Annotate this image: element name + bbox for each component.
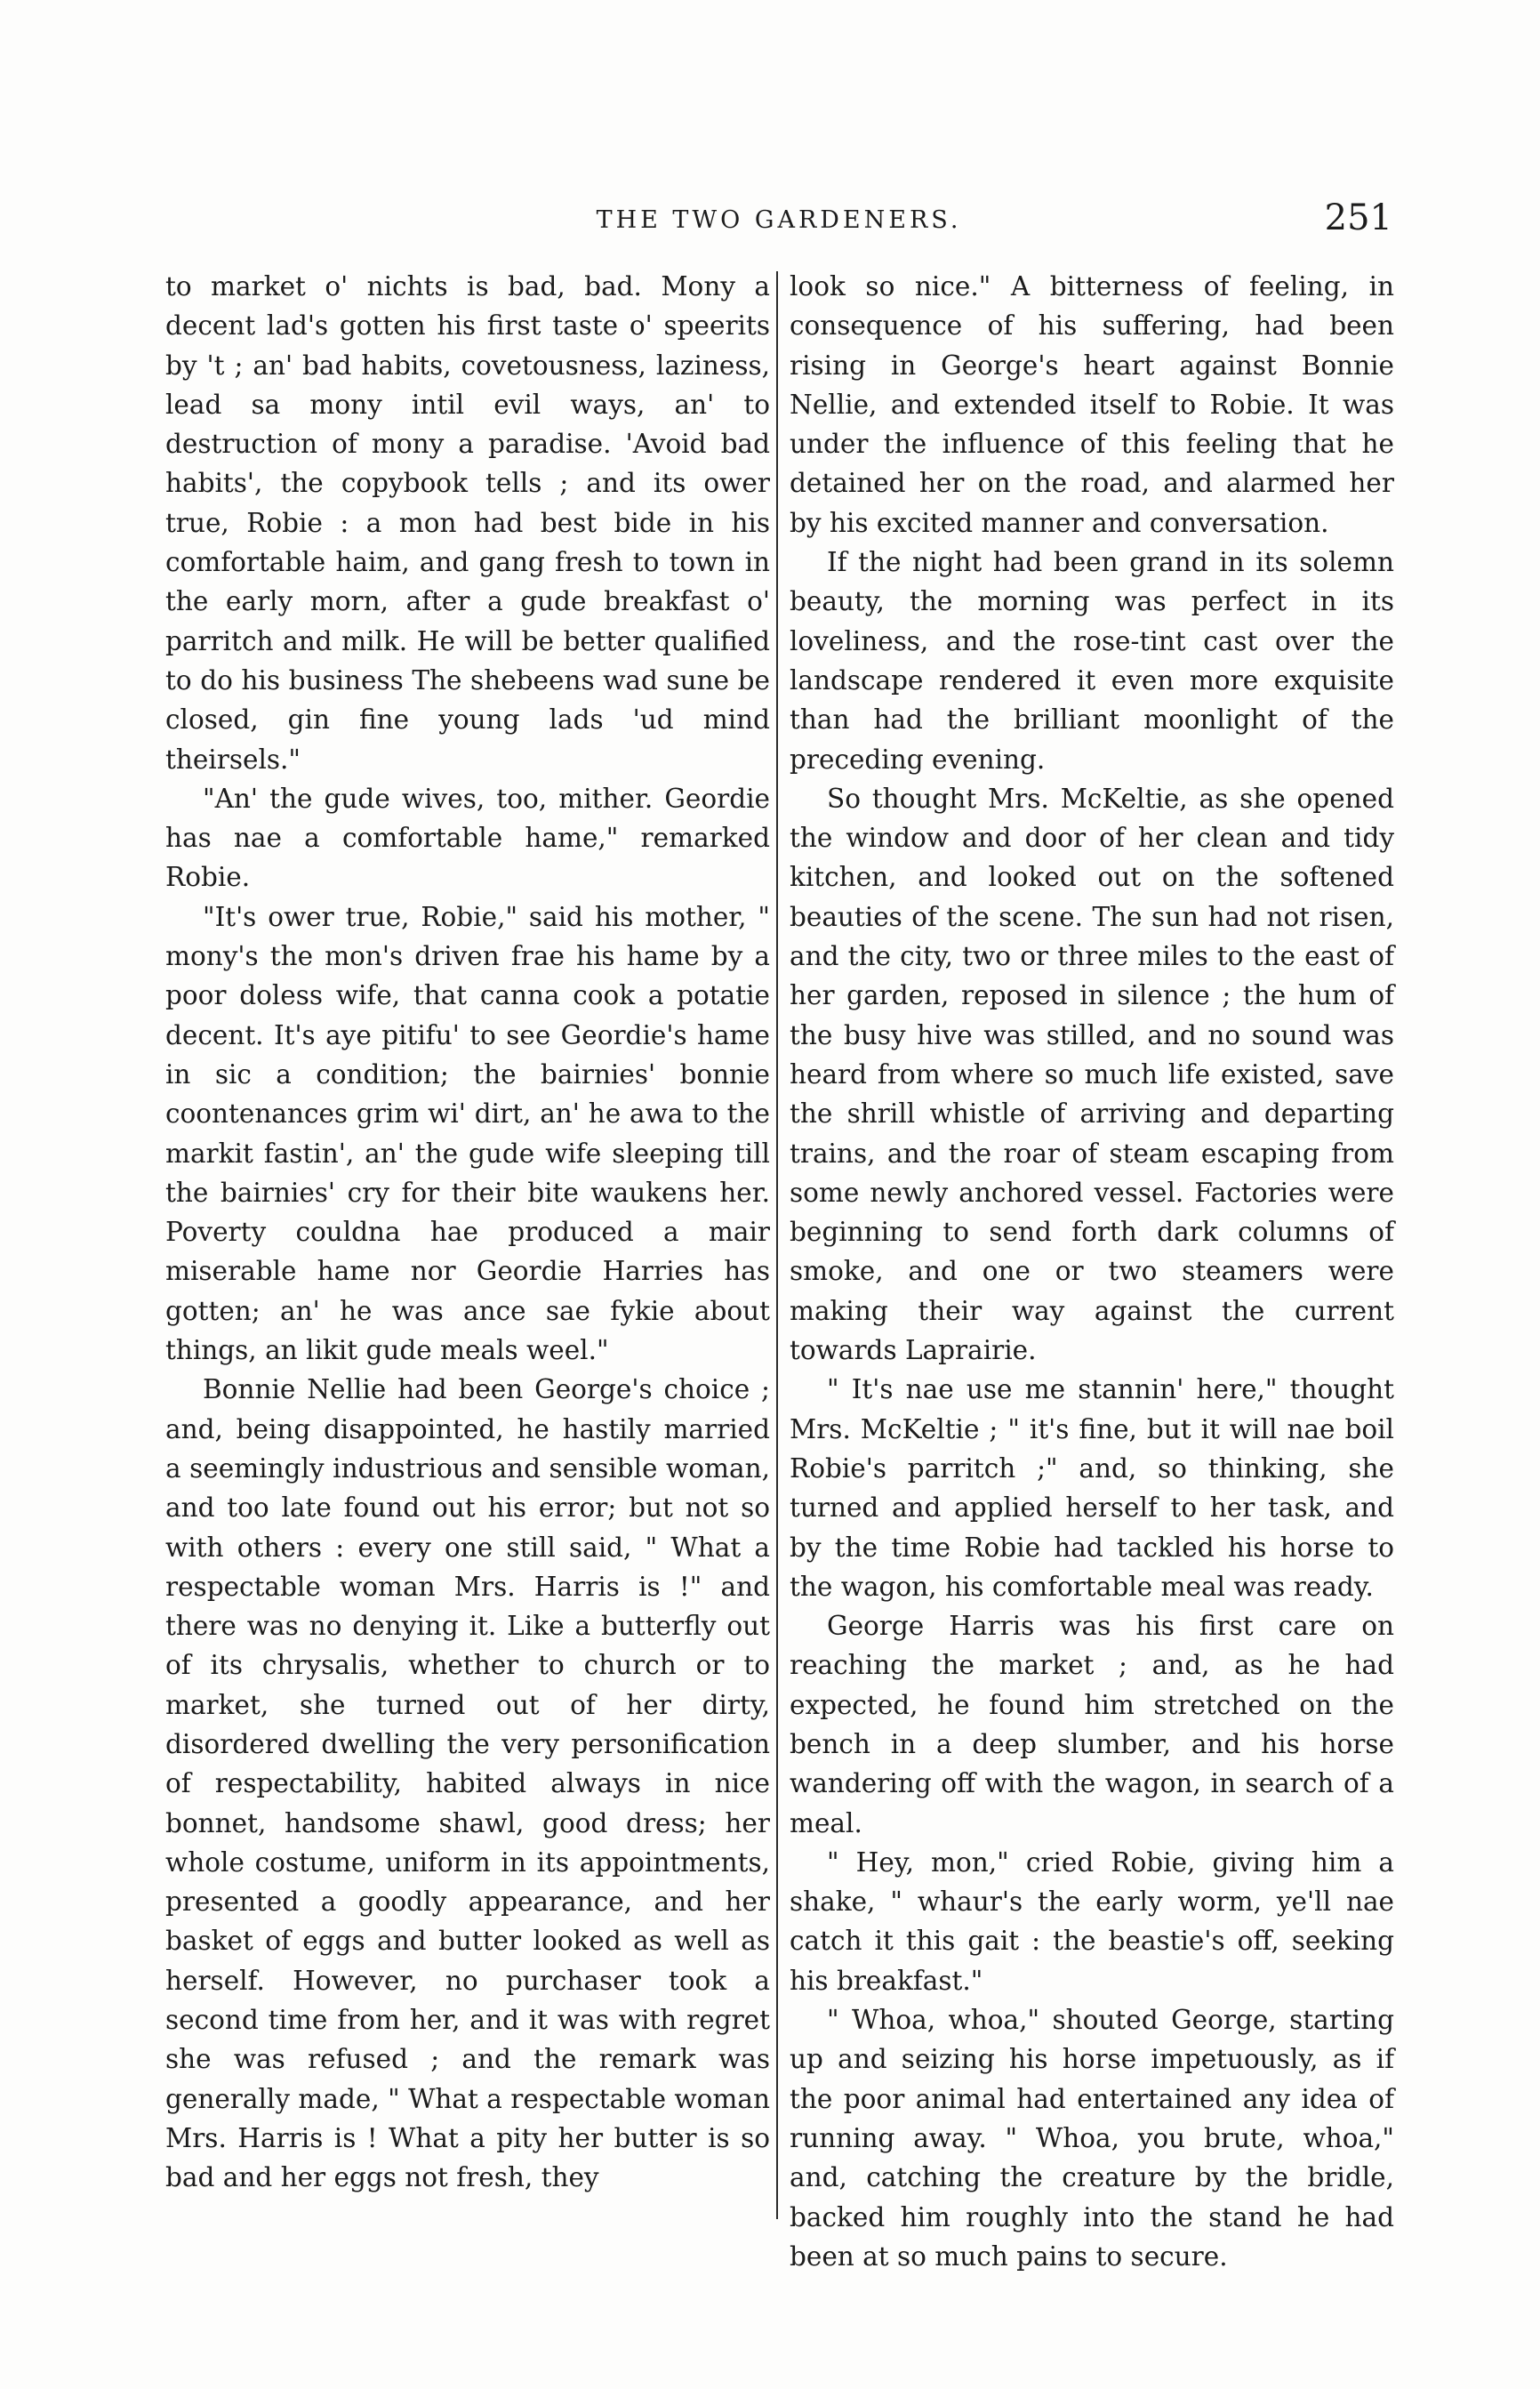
paragraph: look so nice." A bitterness of feeling, in consequence of his suffering, had been rising in George's heart against Bonnie Nellie, and extended itself to Robie. It was under the influence of this feeling that he detained her on the road, and alarmed her by his excited manner and conversation.: [790, 271, 1394, 538]
paragraph: " Hey, mon," cried Robie, giving him a shake, " whaur's the early worm, ye'll nae catch it this gait : the beastie's off, seeking his breakfast.": [790, 1846, 1394, 1996]
column-divider: [776, 271, 778, 2219]
running-title: THE TWO GARDENERS.: [596, 206, 962, 234]
paragraph: " Whoa, whoa," shouted George, starting up and seizing his horse impetuously, as if the poor animal had entertained any idea of running away. " Whoa, you brute, whoa," and, catching the creature by the bridle, backed him roughly into the stand he had been at so much pains to secure.: [790, 2005, 1394, 2272]
paragraph: to market o' nichts is bad, bad. Mony a decent lad's gotten his first taste o' speerits by 't ; an' bad habits, covetousness, laziness, lead sa mony intil evil ways, an' to destruction of mony a paradise. 'Avoid bad habits', the copybook tells ; and its ower true, Robie : a mon had best bide in his comfortable haim, and gang fresh to town in the early morn, after a gude breakfast o' parritch and milk. He will be better qualified to do his business The shebeens wad sune be closed, gin fine young lads 'ud mind theirsels.": [165, 271, 770, 775]
paragraph: So thought Mrs. McKeltie, as she opened the window and door of her clean and tidy kitchen, and looked out on the softened beauties of the scene. The sun had not risen, and the city, two or three miles to the east of her garden, reposed in silence ; the hum of the busy hive was stilled, and no sound was heard from where so much life existed, save the shrill whistle of arriving and departing trains, and the roar of steam escaping from some newly anchored vessel. Factories were beginning to send forth dark columns of smoke, and one or two steamers were making their way against the current towards Laprairie.: [790, 783, 1394, 1366]
paragraph: If the night had been grand in its solemn beauty, the morning was perfect in its loveliness, and the rose-tint cast over the landscape rendered it even more exquisite than had the brilliant moonlight of the preceding evening.: [790, 547, 1394, 775]
paragraph: "An' the gude wives, too, mither. Geordie has nae a comfortable hame," remarked Robie.: [165, 783, 770, 893]
right-column: [790, 267, 1394, 2276]
paragraph: George Harris was his first care on reaching the market ; and, as he had expected, he found him stretched on the bench in a deep slumber, and his horse wandering off with the wagon, in search of a meal.: [790, 1611, 1394, 1838]
page-number: 251: [1324, 197, 1392, 238]
paragraph: "It's ower true, Robie," said his mother, " mony's the mon's driven frae his hame by a poor doless wife, that canna cook a potatie decent. It's aye pitifu' to see Geordie's hame in sic a condition; the bairnies' bonnie coontenances grim wi' dirt, an' he awa to the markit fastin', an' the gude wife sleeping till the bairnies' cry for their bite waukens her. Poverty couldna hae produced a mair miserable hame nor Geordie Harries has gotten; an' he was ance sae fykie about things, an likit gude meals weel.": [165, 901, 770, 1366]
paragraph: " It's nae use me stannin' here," thought Mrs. McKeltie ; " it's fine, but it will nae boil Robie's parritch ;" and, so thinking, she turned and applied herself to her task, and by the time Robie had tackled his horse to the wagon, his comfortable meal was ready.: [790, 1374, 1394, 1602]
paragraph: Bonnie Nellie had been George's choice ; and, being disappointed, he hastily married a seemingly industrious and sensible woman, and too late found out his error; but not so with others : every one still said, " What a respectable woman Mrs. Harris is !" and there was no denying it. Like a butterfly out of its chrysalis, whether to church or to market, she turned out of her dirty, disordered dwelling the very personification of respectability, habited always in nice bonnet, handsome shawl, good dress; her whole costume, uniform in its appointments, presented a goodly appearance, and her basket of eggs and butter looked as well as herself. However, no purchaser took a second time from her, and it was with regret she was refused ; and the remark was generally made, " What a respectable woman Mrs. Harris is ! What a pity her butter is so bad and her eggs not fresh, they: [165, 1374, 770, 2193]
running-head: [165, 197, 1392, 242]
left-column: [165, 267, 770, 2198]
